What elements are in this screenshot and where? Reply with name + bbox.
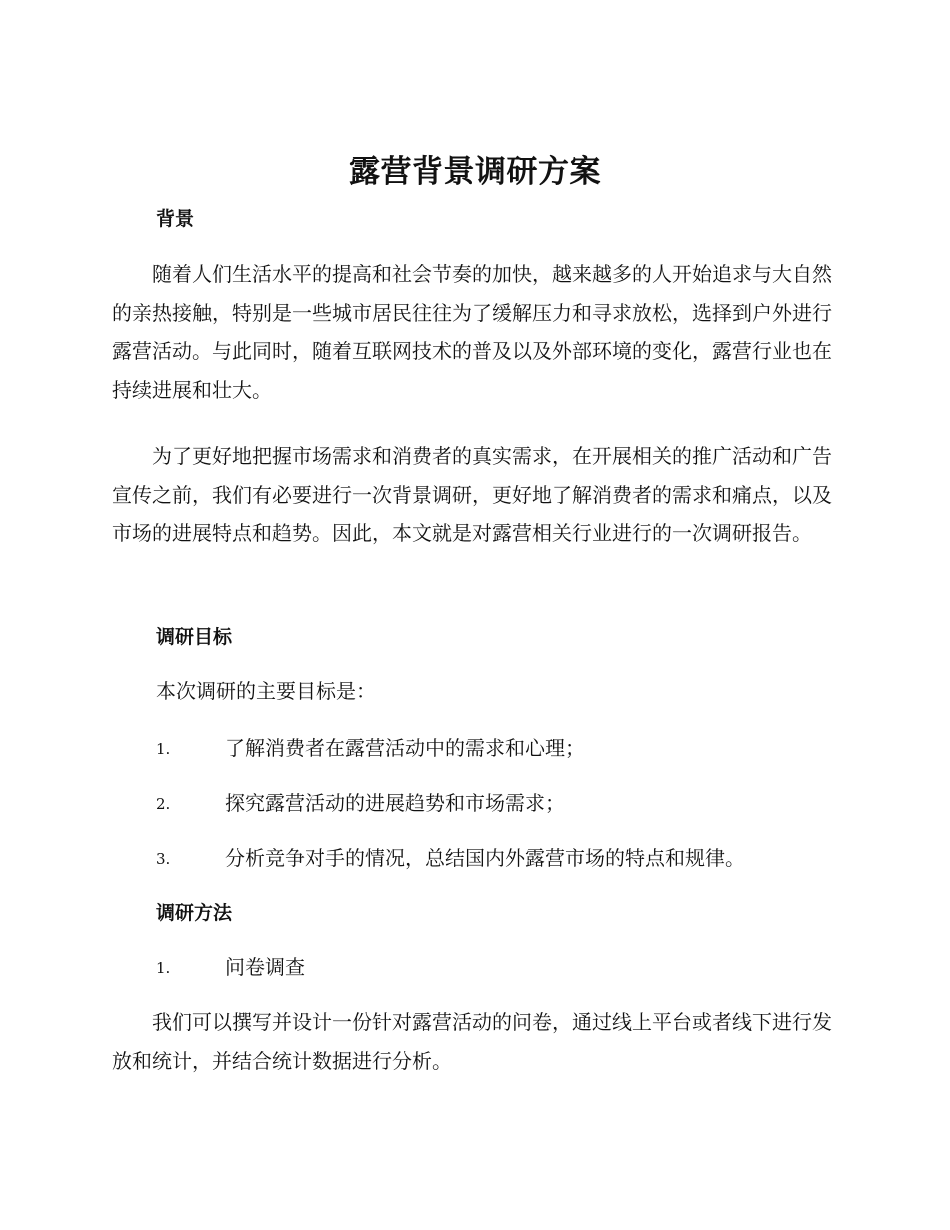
methods-paragraph: 我们可以撰写并设计一份针对露营活动的问卷，通过线上平台或者线下进行发放和统计，并结合统计数据进行分析。 <box>112 1010 832 1073</box>
list-number: 1. <box>156 959 171 977</box>
section-heading-methods: 调研方法 <box>156 902 233 924</box>
method-list-item <box>156 952 836 982</box>
document-title: 露营背景调研方案 <box>349 154 601 190</box>
list-item-text: 分析竞争对手的情况，总结国内外露营市场的特点和规律。 <box>225 846 745 870</box>
list-item-text: 探究露营活动的进展趋势和市场需求； <box>225 791 565 815</box>
list-number: 2. <box>156 795 171 813</box>
objective-list-item <box>156 788 836 818</box>
list-number: 3. <box>156 850 171 868</box>
list-number: 1. <box>156 740 171 758</box>
objectives-intro: 本次调研的主要目标是： <box>156 679 376 703</box>
objective-list-item <box>156 843 836 873</box>
list-item-text: 了解消费者在露营活动中的需求和心理； <box>225 736 585 760</box>
objective-list-item <box>156 733 836 763</box>
section-heading-objectives: 调研目标 <box>156 626 233 648</box>
list-item-text: 问卷调查 <box>225 955 305 979</box>
background-paragraph-1: 随着人们生活水平的提高和社会节奏的加快，越来越多的人开始追求与大自然的亲热接触，特别是一些城市居民往往为了缓解压力和寻求放松，选择到户外进行露营活动。与此同时，随着互联网技术的普及以及外部环境的变化，露营行业也在持续进展和壮大。 <box>112 262 832 402</box>
section-heading-background: 背景 <box>156 208 195 230</box>
background-paragraph-2: 为了更好地把握市场需求和消费者的真实需求，在开展相关的推广活动和广告宣传之前，我们有必要进行一次背景调研，更好地了解消费者的需求和痛点，以及市场的进展特点和趋势。因此，本文就是对露营相关行业进行的一次调研报告。 <box>112 444 832 545</box>
